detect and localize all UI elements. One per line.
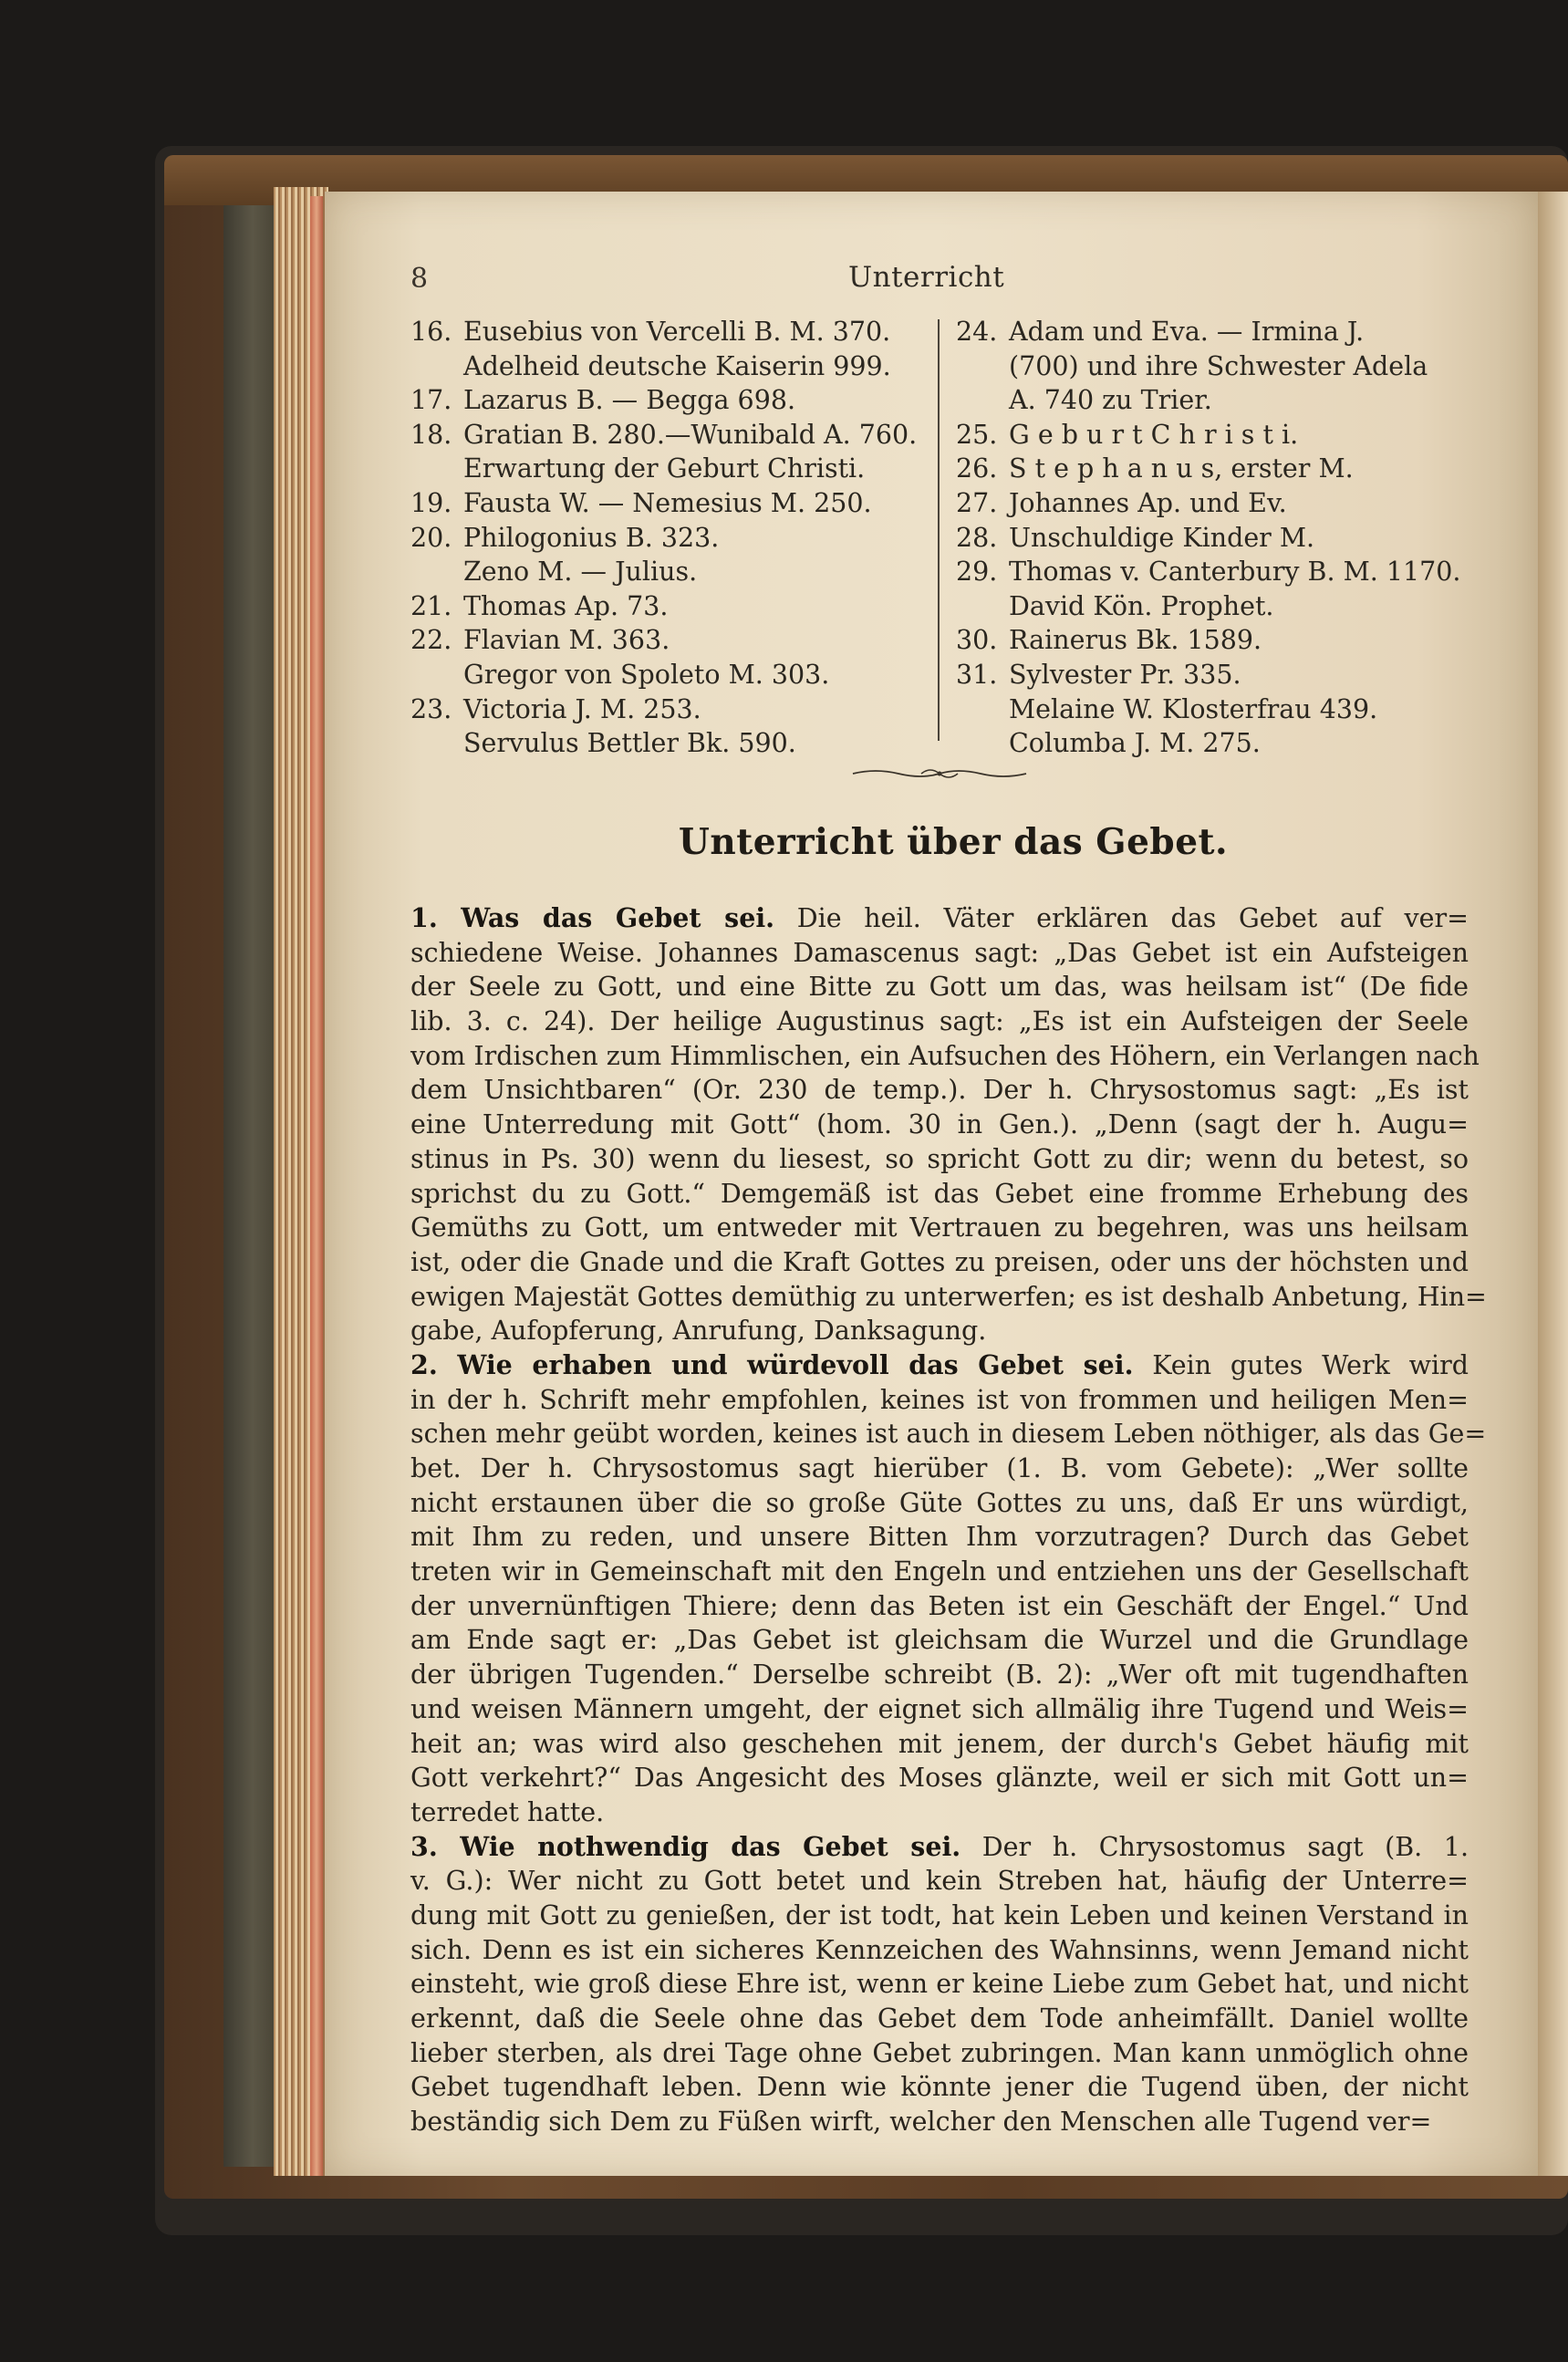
calendar-right-column	[956, 315, 1476, 761]
text-line: vom Irdischen zum Himmlischen, ein Aufsuchen des Höhern, ein Verlangen nach	[410, 1040, 1480, 1071]
text-line: gabe, Aufopferung, Anrufung, Danksagung.	[410, 1316, 987, 1347]
paragraph-heading: 1. Was das Gebet sei.	[410, 902, 775, 933]
column-divider	[938, 319, 940, 741]
paragraph	[410, 901, 1487, 1348]
text-line: Gebet tugendhaft leben. Denn wie könnte jener die Tugend üben, der nicht	[410, 2072, 1469, 2103]
calendar-entry-text: Lazarus B. — Begga 698.	[463, 385, 796, 416]
calendar-day-number: 31.	[956, 659, 998, 690]
text-line: erkennt, daß die Seele ohne das Gebet dem Tode anheimfällt. Daniel wollte	[410, 2003, 1469, 2034]
paragraph-text: Kein gutes Werk wird	[1133, 1349, 1469, 1380]
calendar-day-number: 30.	[956, 625, 998, 656]
text-line	[410, 901, 1469, 936]
text-line: lieber sterben, als drei Tage ohne Gebet zubringen. Man kann unmöglich ohne	[410, 2037, 1469, 2068]
calendar-day-number: 23.	[410, 693, 452, 724]
text-line: sprichst du zu Gott.“ Demgemäß ist das Gebet eine fromme Erhebung des	[410, 1178, 1469, 1209]
calendar-entry-text: Erwartung der Geburt Christi.	[463, 453, 866, 484]
red-page-edge	[310, 196, 323, 2176]
text-line: der übrigen Tugenden.“ Derselbe schreibt (B. 2): „Wer oft mit tugendhaften	[410, 1660, 1469, 1691]
calendar-entry-text: Unschuldige Kinder M.	[1009, 522, 1315, 553]
calendar-entry-text: A. 740 zu Trier.	[1009, 385, 1212, 416]
calendar-entry	[956, 486, 1476, 521]
text-line: nicht erstaunen über die so große Güte Gottes zu uns, daß Er uns würdigt,	[410, 1487, 1469, 1518]
calendar-entry-text: Thomas v. Canterbury B. M. 1170.	[1009, 557, 1461, 588]
calendar-entry	[956, 623, 1476, 658]
calendar-entry-text: Adam und Eva. — Irmina J.	[1009, 317, 1365, 347]
text-line: der unvernünftigen Thiere; denn das Beten ist ein Geschäft der Engel.“ Und	[410, 1590, 1469, 1621]
facing-page-edge	[1538, 192, 1568, 2176]
text-line: Gemüths zu Gott, um entweder mit Vertrauen zu begehren, was uns heilsam	[410, 1212, 1469, 1243]
calendar-day-number: 18.	[410, 419, 452, 450]
calendar-entry-text: (700) und ihre Schwester Adela	[1009, 350, 1428, 381]
paragraph	[410, 1348, 1487, 1830]
text-line: bet. Der h. Chrysostomus sagt hierüber (1. B. vom Gebete): „Wer sollte	[410, 1453, 1469, 1483]
text-line: sich. Denn es ist ein sicheres Kennzeichen des Wahnsinns, wenn Jemand nicht	[410, 1934, 1469, 1965]
calendar-entry	[956, 452, 1476, 486]
calendar-entry-text: Thomas Ap. 73.	[463, 590, 669, 621]
calendar-day-number: 20.	[410, 522, 452, 553]
calendar-entry-text: Servulus Bettler Bk. 590.	[463, 728, 796, 759]
text-line: schen mehr geübt worden, keines ist auch in diesem Leben nöthiger, als das Ge=	[410, 1419, 1487, 1450]
text-line: der Seele zu Gott, und eine Bitte zu Gott um das, was heilsam ist“ (De fide	[410, 972, 1469, 1003]
calendar-entry	[956, 555, 1476, 623]
calendar-left-column	[410, 315, 921, 761]
paragraph-heading: 3. Wie nothwendig das Gebet sei.	[410, 1830, 961, 1862]
calendar-day-number: 24.	[956, 317, 998, 347]
calendar-entry	[956, 521, 1476, 556]
calendar-entry-text: Gregor von Spoleto M. 303.	[463, 659, 830, 690]
calendar-entry	[410, 383, 921, 418]
text-line: stinus in Ps. 30) wenn du liesest, so spricht Gott zu dir; wenn du betest, so	[410, 1143, 1469, 1174]
text-line: ewigen Majestät Gottes demüthig zu unterwerfen; es ist deshalb Anbetung, Hin=	[410, 1281, 1487, 1312]
text-line: dung mit Gott zu genießen, der ist todt, hat kein Leben und keinen Verstand in	[410, 1899, 1469, 1930]
calendar-entry-text: S t e p h a n u s, erster M.	[1009, 453, 1354, 484]
text-line: eine Unterredung mit Gott“ (hom. 30 in Gen.). „Denn (sagt der h. Augu=	[410, 1109, 1469, 1140]
paragraph-text: Die heil. Väter erklären das Gebet auf ver=	[774, 903, 1469, 933]
calendar-entry	[410, 692, 921, 761]
calendar-entry-text: Gratian B. 280.—Wunibald A. 760.	[463, 419, 918, 450]
ornament-divider-icon	[848, 765, 1031, 783]
calendar-day-number: 17.	[410, 385, 452, 416]
page-number: 8	[410, 263, 429, 295]
calendar-entry-text: Flavian M. 363.	[463, 625, 670, 656]
text-line: treten wir in Gemeinschaft mit den Engeln und entziehen uns der Gesellschaft	[410, 1556, 1469, 1587]
text-line: am Ende sagt er: „Das Gebet ist gleichsam die Wurzel und die Grundlage	[410, 1625, 1469, 1656]
calendar-entry	[956, 658, 1476, 761]
calendar-entry-text: Sylvester Pr. 335.	[1009, 659, 1241, 690]
paragraph-heading: 2. Wie erhaben und würdevoll das Gebet sei.	[410, 1348, 1134, 1380]
text-line: ist, oder die Gnade und die Kraft Gottes zu preisen, oder uns der höchsten und	[410, 1246, 1469, 1277]
text-line: mit Ihm zu reden, und unsere Bitten Ihm vorzutragen? Durch das Gebet	[410, 1522, 1469, 1553]
calendar-entry-text: Columba J. M. 275.	[1009, 728, 1261, 759]
calendar-day-number: 26.	[956, 453, 998, 484]
calendar-day-number: 28.	[956, 522, 998, 553]
calendar-day-number: 25.	[956, 419, 998, 450]
text-line: schiedene Weise. Johannes Damascenus sagt: „Das Gebet ist ein Aufsteigen	[410, 937, 1469, 968]
calendar-entry-text: Victoria J. M. 253.	[463, 693, 701, 724]
text-line	[410, 1830, 1469, 1865]
calendar-entry	[410, 315, 921, 383]
text-line: lib. 3. c. 24). Der heilige Augustinus sagt: „Es ist ein Aufsteigen der Seele	[410, 1006, 1469, 1037]
calendar-entry-text: David Kön. Prophet.	[1009, 590, 1274, 621]
paragraph	[410, 1830, 1469, 2139]
calendar-entry	[410, 623, 921, 692]
text-line: heit an; was wird also geschehen mit jenem, der durch's Gebet häufig mit	[410, 1728, 1469, 1759]
calendar-entry	[410, 521, 921, 589]
calendar-day-number: 27.	[956, 487, 998, 518]
text-line: v. G.): Wer nicht zu Gott betet und kein Streben hat, häufig der Unterre=	[410, 1866, 1469, 1897]
text-line: in der h. Schrift mehr empfohlen, keines ist von frommen und heiligen Men=	[410, 1384, 1469, 1415]
calendar-entry	[410, 418, 921, 486]
paragraph-text: Der h. Chrysostomus sagt (B. 1.	[961, 1831, 1469, 1862]
calendar-entry-text: Adelheid deutsche Kaiserin 999.	[463, 350, 891, 381]
text-line: einsteht, wie groß diese Ehre ist, wenn er keine Liebe zum Gebet hat, und nicht	[410, 1969, 1469, 2000]
section-title: Unterricht über das Gebet.	[678, 821, 1229, 863]
calendar-entry	[410, 486, 921, 521]
calendar-day-number: 29.	[956, 557, 998, 588]
body-text	[410, 901, 1487, 2139]
calendar-entry	[410, 589, 921, 624]
calendar-entry-text: Eusebius von Vercelli B. M. 370.	[463, 317, 891, 347]
calendar-day-number: 19.	[410, 487, 452, 518]
calendar-day-number: 16.	[410, 317, 452, 347]
calendar-entry	[956, 418, 1476, 453]
text-line: dem Unsichtbaren“ (Or. 230 de temp.). Der h. Chrysostomus sagt: „Es ist	[410, 1075, 1469, 1106]
calendar-day-number: 22.	[410, 625, 452, 656]
calendar-entry	[956, 315, 1476, 418]
text-line	[410, 1348, 1469, 1383]
text-line: und weisen Männern umgeht, der eignet sich allmälig ihre Tugend und Weis=	[410, 1693, 1469, 1724]
calendar-entry-text: Fausta W. — Nemesius M. 250.	[463, 487, 872, 518]
calendar-entry-text: Melaine W. Klosterfrau 439.	[1009, 693, 1378, 724]
text-line: Gott verkehrt?“ Das Angesicht des Moses glänzte, weil er sich mit Gott un=	[410, 1763, 1469, 1794]
calendar-entry-text: Rainerus Bk. 1589.	[1009, 625, 1262, 656]
calendar-entry-text: Zeno M. — Julius.	[463, 557, 698, 588]
running-title: Unterricht	[848, 261, 1005, 294]
calendar-entry-text: G e b u r t C h r i s t i.	[1009, 419, 1299, 450]
calendar-day-number: 21.	[410, 590, 452, 621]
calendar-entry-text: Johannes Ap. und Ev.	[1009, 487, 1287, 518]
text-line: beständig sich Dem zu Füßen wirft, welcher den Menschen alle Tugend ver=	[410, 2107, 1432, 2138]
calendar-entry-text: Philogonius B. 323.	[463, 522, 720, 553]
text-line: terredet hatte.	[410, 1796, 605, 1827]
